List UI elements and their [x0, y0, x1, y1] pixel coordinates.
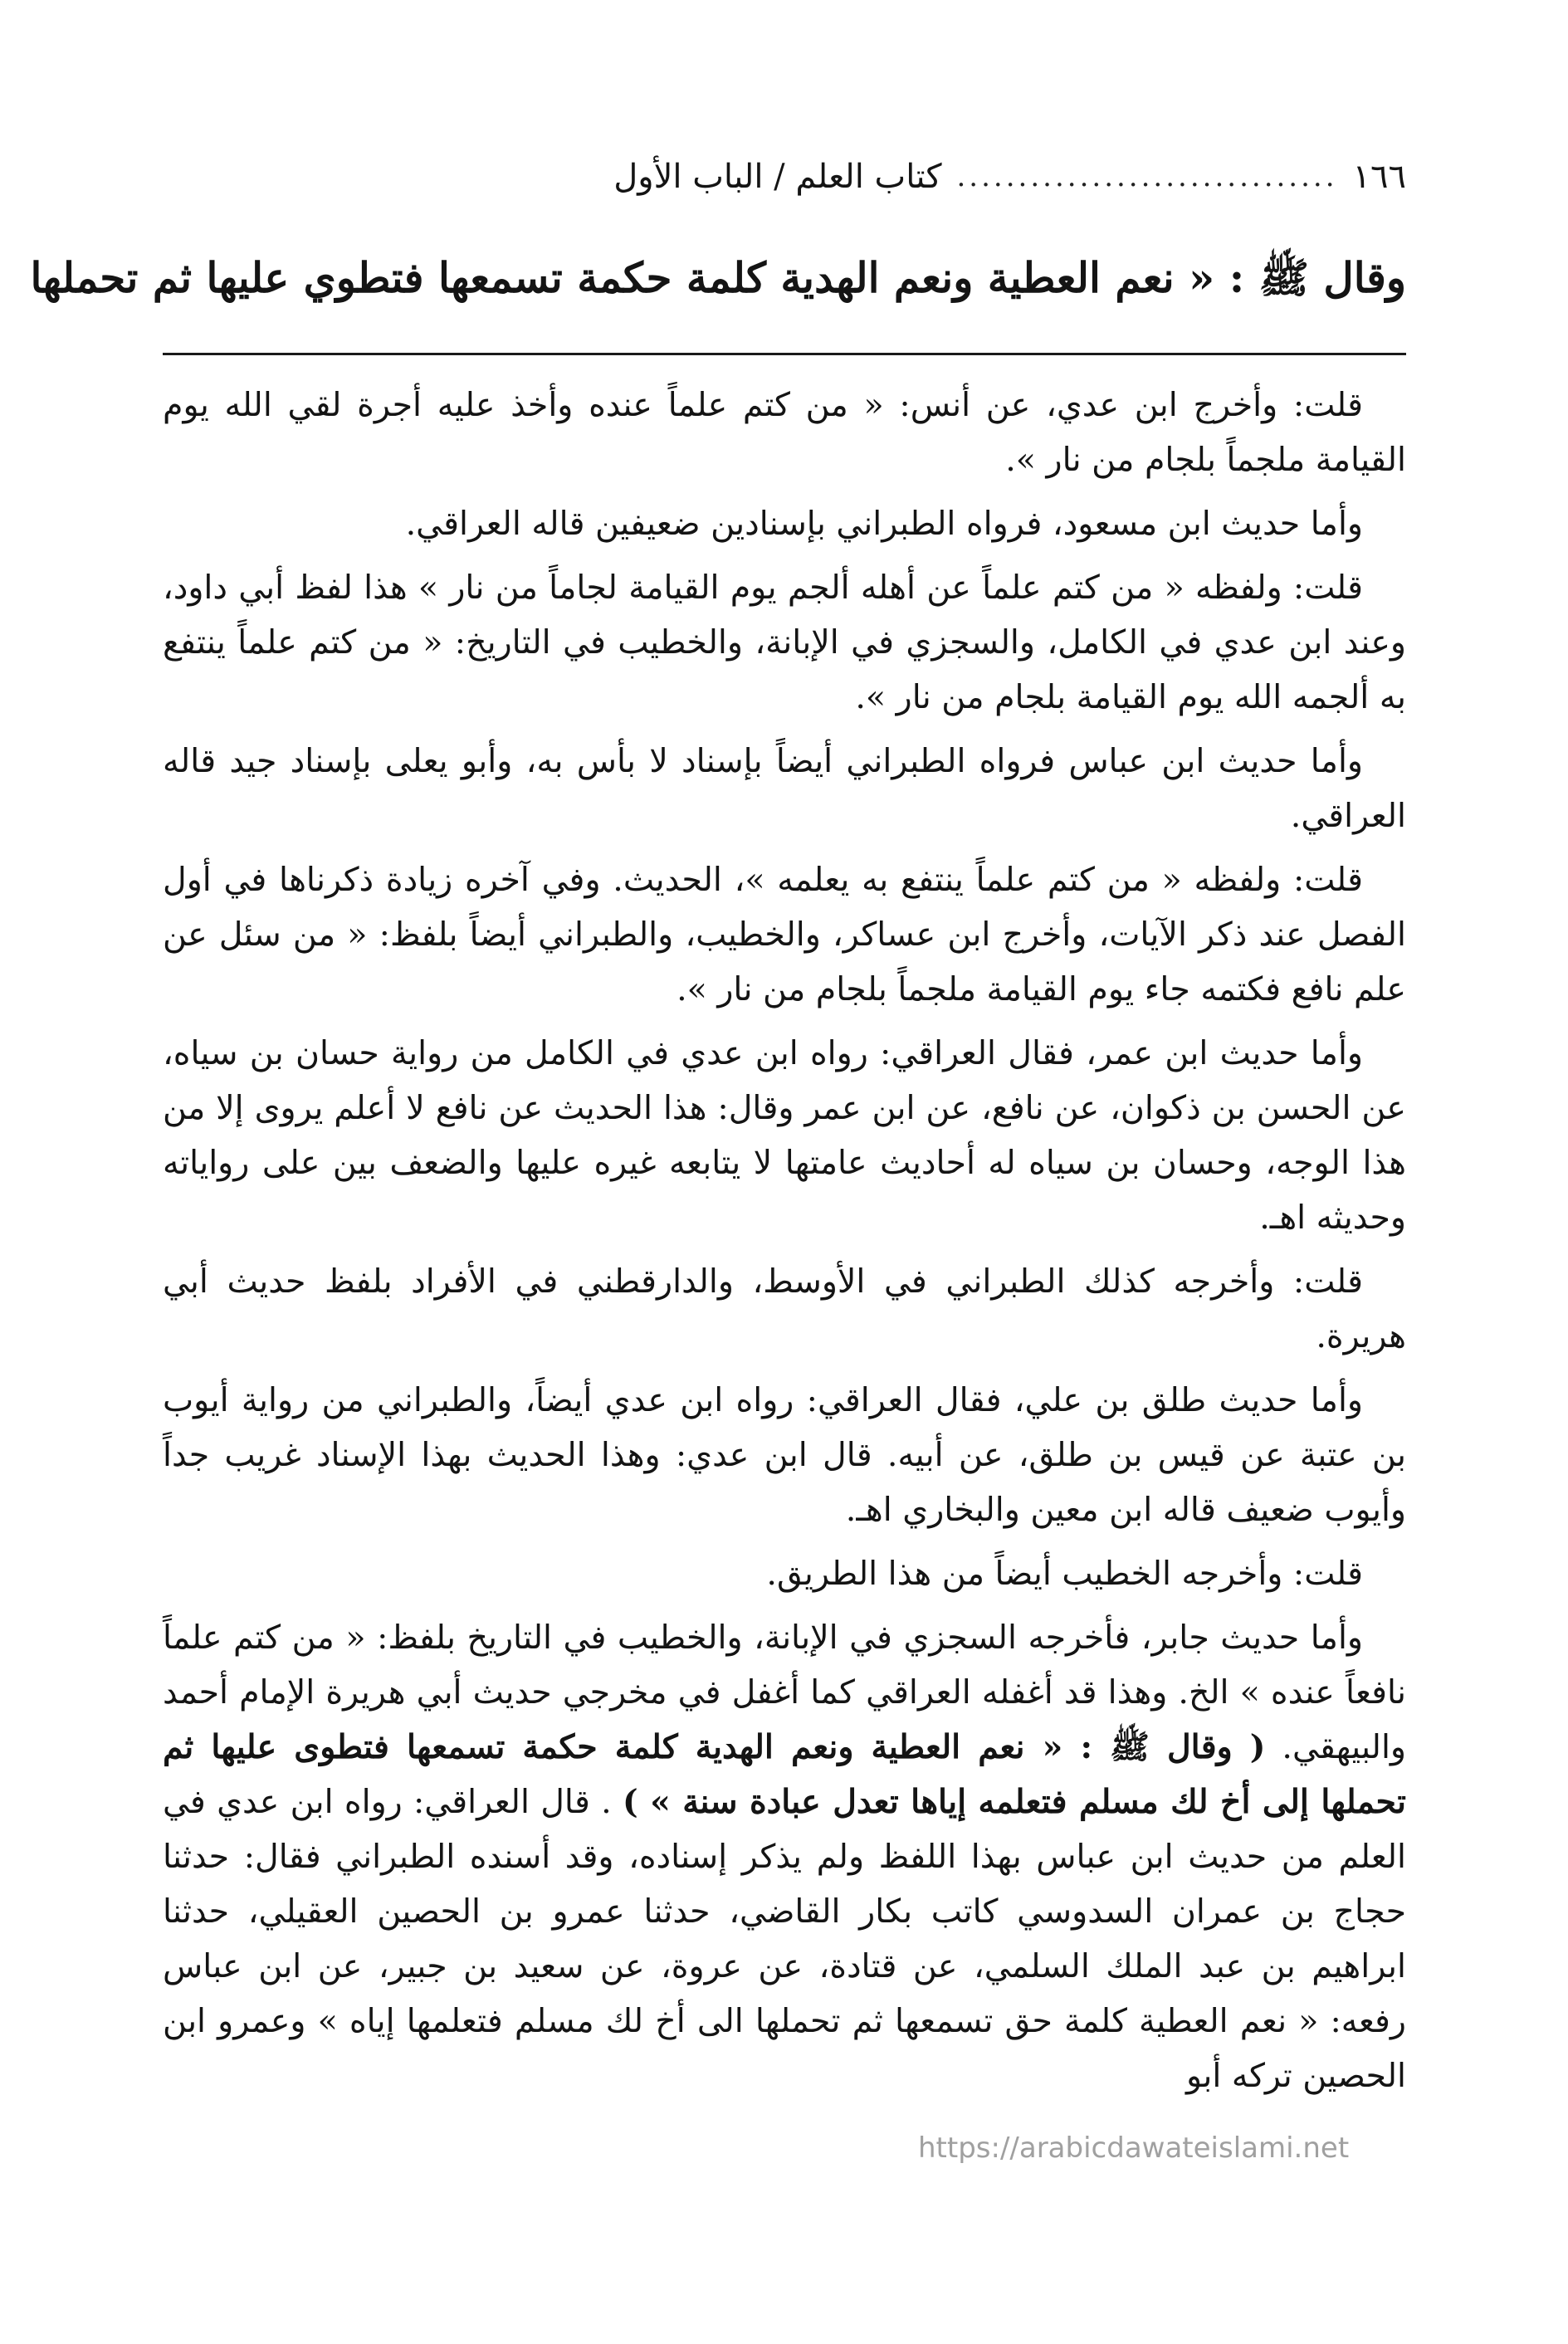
page-number: ١٦٦ — [1352, 158, 1406, 196]
paragraph: قلت: وأخرجه كذلك الطبراني في الأوسط، والدارقطني في الأفراد بلفظ حديث أبي هريرة. — [163, 1262, 1406, 1355]
paragraph: قلت: ولفظه « من كتم علماً ينتفع به يعلمه »، الحديث. وفي آخره زيادة ذكرناها في أول الفصل عند ذكر الآيات، وأخرج ابن عساكر، والخطيب، والطبراني أيضاً بلفظ: « من سئل عن علم نافع فكتمه جاء يوم القيامة ملجماً بلجام من نار ». — [163, 861, 1406, 1008]
paragraph: وأما حديث طلق بن علي، فقال العراقي: رواه ابن عدي أيضاً، والطبراني من رواية أيوب بن عتبة عن قيس بن طلق، عن أبيه. قال ابن عدي: وهذا الحديث بهذا الإسناد غريب جداً وأيوب ضعيف قاله ابن معين والبخاري اهـ. — [163, 1381, 1406, 1529]
paragraph: قلت: وأخرج ابن عدي، عن أنس: « من كتم علماً عنده وأخذ عليه أجرة لقي الله يوم القيامة ملجماً بلجام من نار ». — [163, 386, 1406, 479]
matn-text: وقال ﷺ : « نعم العطية ونعم الهدية كلمة حكمة تسمعها فتطوي عليها ثم تحملها — [30, 253, 1406, 302]
paragraph: وأما حديث ابن مسعود، فرواه الطبراني بإسنادين ضعيفين قاله العراقي. — [405, 505, 1363, 543]
paragraph: قلت: ولفظه « من كتم علماً عن أهله ألجم يوم القيامة لجاماً من نار » هذا لفظ أبي داود، وعند ابن عدي في الكامل، والسجزي في الإبانة، والخطيب في التاريخ: « من كتم علماً ينتفع به ألجمه الله يوم القيامة بلجام من نار ». — [163, 569, 1406, 716]
watermark-url: https://arabicdawateislami.net — [918, 2132, 1350, 2165]
header-leader-dots: ............................... — [956, 160, 1338, 193]
paragraph-with-matn — [163, 1610, 1406, 2103]
paragraph-continuation: . قال العراقي: رواه ابن عدي في العلم من حديث ابن عباس بهذا اللفظ ولم يذكر إسناده، وقد أسنده الطبراني فقال: حدثنا حجاج بن عمران السدوسي كاتب بكار القاضي، حدثنا عمرو بن الحصين العقيلي، حدثنا ابراهيم بن عبد الملك السلمي، عن قتادة، عن عروة، عن سعيد بن جبير، عن ابن عباس رفعه: « نعم العطية كلمة حق تسمعها ثم تحملها الى أخ لك مسلم فتعلمها إياه » وعمرو ابن الحصين تركه أبو — [163, 1783, 1406, 2095]
paragraph: وأما حديث ابن عمر، فقال العراقي: رواه ابن عدي في الكامل من رواية حسان بن سياه، عن الحسن بن ذكوان، عن نافع، عن ابن عمر وقال: هذا الحديث عن نافع لا أعلم يروى إلا من هذا الوجه، وحسان بن سياه له أحاديث عامتها لا يتابعه غيره عليها والضعف بين على رواياته وحديثه اهـ. — [163, 1034, 1406, 1237]
quoted-matn-bold: ( وقال ﷺ : « نعم العطية ونعم الهدية كلمة حكمة تسمعها فتطوى عليها ثم تحملها إلى أخ لك مسلم فتعلمه إياها تعدل عبادة سنة » ) — [163, 1728, 1406, 1821]
running-title: كتاب العلم / الباب الأول — [613, 158, 942, 196]
matn-divider-line — [163, 353, 1406, 355]
paragraph: وأما حديث ابن عباس فرواه الطبراني أيضاً بإسناد لا بأس به، وأبو يعلى بإسناد جيد قاله العراقي. — [163, 742, 1406, 835]
running-header — [163, 148, 1406, 206]
paragraph: قلت: وأخرجه الخطيب أيضاً من هذا الطريق. — [766, 1555, 1363, 1593]
paragraph-text: وأما حديث جابر، فأخرجه السجزي في الإبانة، والخطيب في التاريخ بلفظ: « من كتم علماً نافعاً عنده » الخ. وهذا قد أغفله العراقي كما أغفل في مخرجي حديث أبي هريرة الإمام أحمد والبيهقي. — [163, 1619, 1406, 1766]
commentary-body — [163, 378, 1406, 2108]
